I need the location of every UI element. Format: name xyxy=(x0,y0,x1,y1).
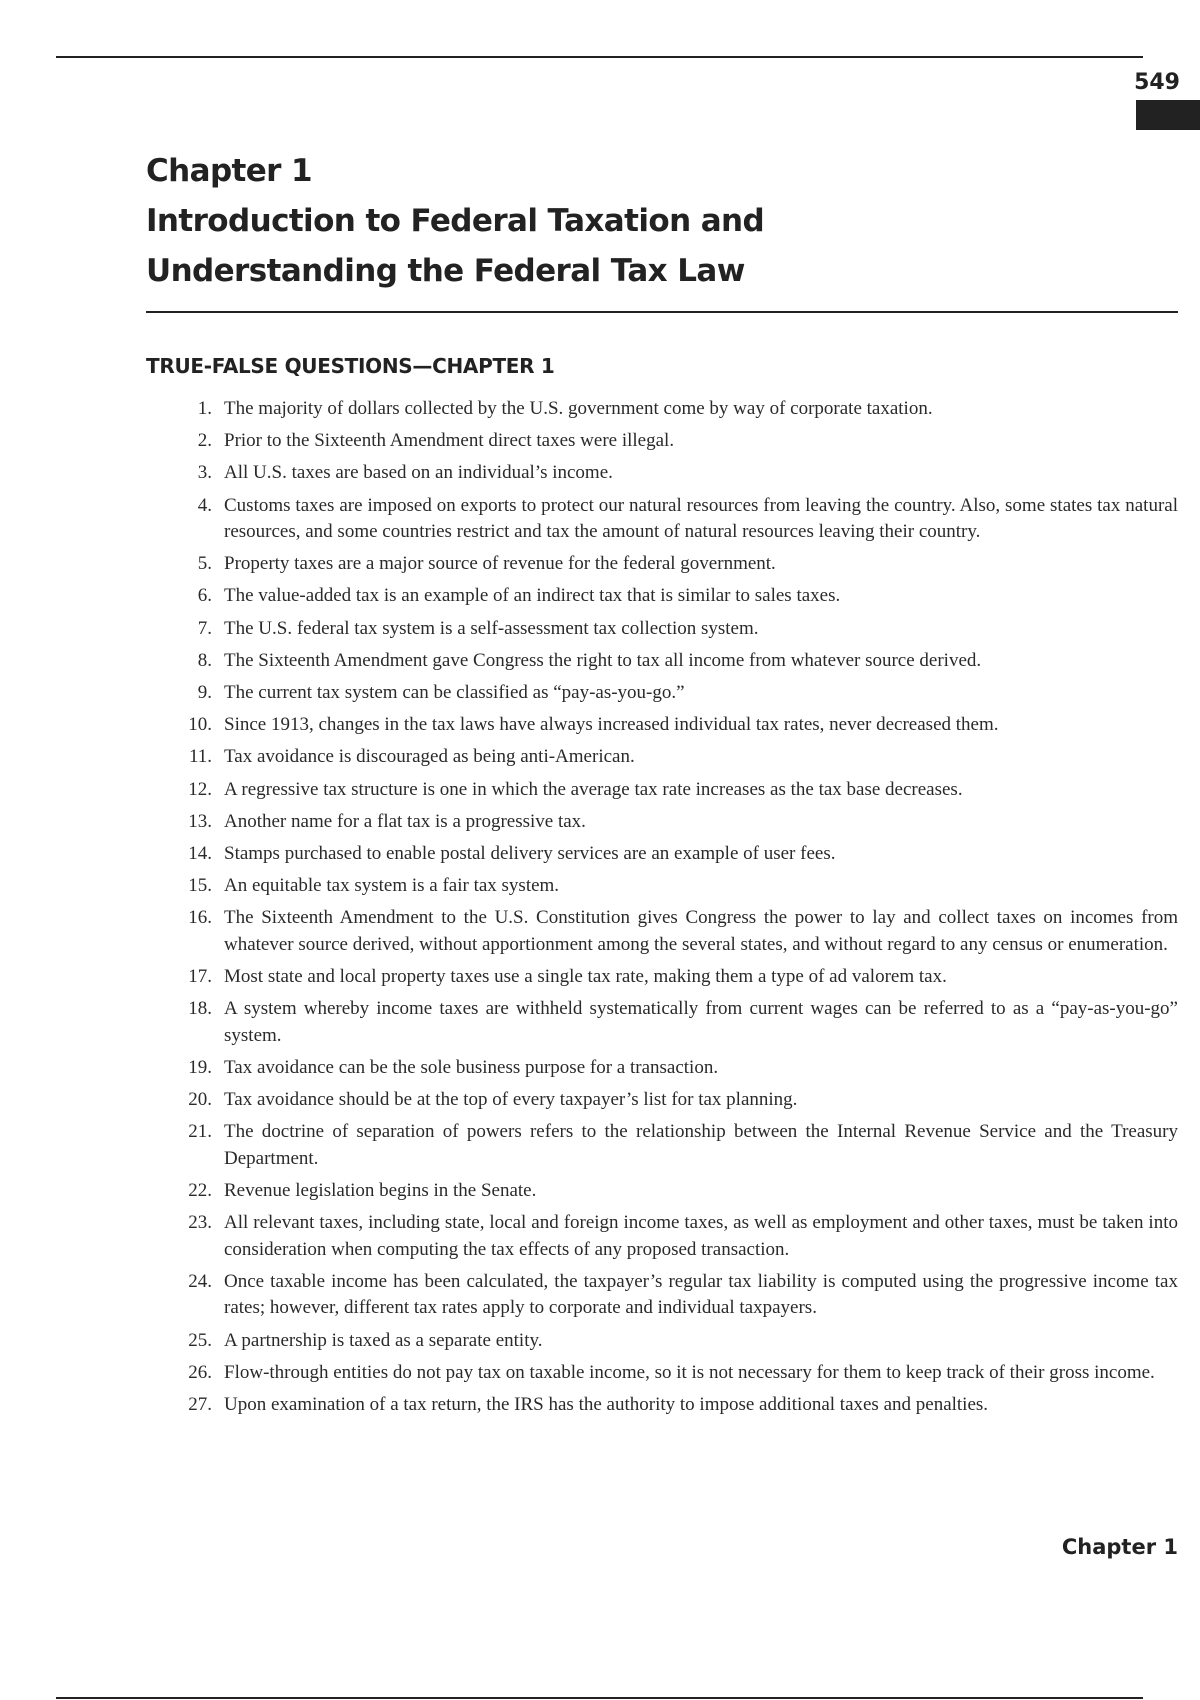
question-number: 11. xyxy=(188,746,212,768)
question-number: 17. xyxy=(188,966,212,987)
question-item xyxy=(146,680,1178,707)
question-number: 27. xyxy=(188,1393,212,1415)
question-item xyxy=(146,460,1178,487)
question-number: 20. xyxy=(188,1089,212,1111)
question-text: Stamps purchased to enable postal delivery services are an example of user fees. xyxy=(224,842,836,864)
question-item xyxy=(146,744,1178,771)
question-number: 18. xyxy=(188,998,212,1020)
question-item xyxy=(146,809,1178,836)
question-item xyxy=(146,712,1178,739)
question-text: Revenue legislation begins in the Senate. xyxy=(224,1179,537,1201)
question-number: 19. xyxy=(188,1056,212,1078)
question-item xyxy=(146,551,1178,578)
question-text: Most state and local property taxes use a single tax rate, making them a type of ad valorem tax. xyxy=(224,966,947,987)
question-number: 3. xyxy=(197,462,212,484)
chapter-title-line-2: Understanding the Federal Tax Law xyxy=(146,253,745,289)
question-item xyxy=(146,1360,1178,1387)
question-list xyxy=(146,396,1178,1424)
chapter-heading xyxy=(146,146,764,296)
question-number: 21. xyxy=(188,1121,212,1143)
question-number: 14. xyxy=(188,842,212,864)
question-text: Tax avoidance is discouraged as being anti-American. xyxy=(224,746,635,768)
question-text: Tax avoidance should be at the top of every taxpayer’s list for tax planning. xyxy=(224,1089,798,1111)
question-number: 16. xyxy=(188,907,212,929)
question-item xyxy=(146,905,1178,958)
question-text: All U.S. taxes are based on an individual’s income. xyxy=(224,462,613,484)
question-number: 23. xyxy=(188,1212,212,1234)
chapter-title-line-1: Introduction to Federal Taxation and xyxy=(146,203,765,239)
chapter-thumb-tab xyxy=(1136,100,1200,130)
question-text: A partnership is taxed as a separate entity. xyxy=(224,1329,543,1351)
question-number: 25. xyxy=(188,1329,212,1351)
question-item xyxy=(146,648,1178,675)
question-text: Customs taxes are imposed on exports to protect our natural resources from leaving the country. Also, some states tax natural resources, and some countries restrict and tax the amount of natural resources leaving their country. xyxy=(224,494,1178,543)
question-text: The doctrine of separation of powers refers to the relationship between the Internal Revenue Service and the Treasury Department. xyxy=(224,1121,1178,1169)
question-text: The U.S. federal tax system is a self-assessment tax collection system. xyxy=(224,617,759,639)
question-number: 12. xyxy=(188,778,212,800)
footer-chapter-label: Chapter 1 xyxy=(1061,1535,1178,1559)
chapter-label: Chapter 1 xyxy=(146,153,313,189)
question-text: Since 1913, changes in the tax laws have always increased individual tax rates, never decreased them. xyxy=(224,714,999,736)
question-text: Another name for a flat tax is a progressive tax. xyxy=(224,810,586,832)
question-text: The value-added tax is an example of an indirect tax that is similar to sales taxes. xyxy=(224,585,841,607)
question-number: 5. xyxy=(197,553,212,575)
question-item xyxy=(146,1119,1178,1172)
question-item xyxy=(146,1055,1178,1082)
question-item xyxy=(146,396,1178,423)
question-number: 8. xyxy=(197,649,212,671)
question-number: 10. xyxy=(188,714,212,736)
question-item xyxy=(146,1210,1178,1263)
question-text: A regressive tax structure is one in which the average tax rate increases as the tax base decreases. xyxy=(224,778,963,800)
question-item xyxy=(146,1087,1178,1114)
top-rule xyxy=(56,56,1143,58)
question-number: 24. xyxy=(188,1270,212,1292)
question-number: 4. xyxy=(197,494,212,516)
question-text: Once taxable income has been calculated, the taxpayer’s regular tax liability is computed using the progressive income tax rates; however, different tax rates apply to corporate and individual taxpayers. xyxy=(224,1270,1178,1319)
question-number: 1. xyxy=(197,398,212,419)
question-text: All relevant taxes, including state, local and foreign income taxes, as well as employment and other taxes, must be taken into consideration when computing the tax effects of any proposed transaction. xyxy=(224,1212,1178,1260)
question-text: Prior to the Sixteenth Amendment direct taxes were illegal. xyxy=(224,430,675,452)
question-item xyxy=(146,428,1178,455)
question-text: Flow-through entities do not pay tax on taxable income, so it is not necessary for them to keep track of their gross income. xyxy=(224,1361,1155,1383)
question-text: The majority of dollars collected by the U.S. government come by way of corporate taxation. xyxy=(224,398,933,419)
question-number: 22. xyxy=(188,1179,212,1201)
question-text: Property taxes are a major source of revenue for the federal government. xyxy=(224,553,776,575)
question-item xyxy=(146,996,1178,1049)
question-item xyxy=(146,777,1178,804)
question-item xyxy=(146,841,1178,868)
question-item xyxy=(146,873,1178,900)
question-number: 7. xyxy=(197,617,212,639)
question-number: 26. xyxy=(188,1361,212,1383)
question-number: 6. xyxy=(197,585,212,607)
question-number: 13. xyxy=(188,810,212,832)
question-number: 15. xyxy=(188,875,212,897)
question-item xyxy=(146,964,1178,991)
question-text: A system whereby income taxes are withheld systematically from current wages can be referred to as a “pay-as-you-go” system. xyxy=(224,998,1178,1046)
question-item xyxy=(146,493,1178,546)
question-number: 2. xyxy=(197,430,212,452)
question-item xyxy=(146,1269,1178,1322)
page-number: 549 xyxy=(1134,70,1180,95)
question-item xyxy=(146,1392,1178,1419)
question-text: The current tax system can be classified as “pay-as-you-go.” xyxy=(224,682,685,703)
question-text: Upon examination of a tax return, the IRS has the authority to impose additional taxes and penalties. xyxy=(224,1393,989,1415)
question-item xyxy=(146,1328,1178,1355)
question-item xyxy=(146,583,1178,610)
section-title: TRUE-FALSE QUESTIONS—CHAPTER 1 xyxy=(146,354,555,378)
question-item xyxy=(146,1178,1178,1205)
question-text: Tax avoidance can be the sole business purpose for a transaction. xyxy=(224,1056,719,1078)
heading-rule xyxy=(146,311,1178,313)
question-item xyxy=(146,616,1178,643)
bottom-rule xyxy=(56,1697,1143,1699)
question-number: 9. xyxy=(197,682,212,703)
question-text: An equitable tax system is a fair tax system. xyxy=(224,875,560,897)
question-text: The Sixteenth Amendment gave Congress the right to tax all income from whatever source derived. xyxy=(224,649,982,671)
question-text: The Sixteenth Amendment to the U.S. Constitution gives Congress the power to lay and collect taxes on incomes from whatever source derived, without apportionment among the several states, and without regard to any census or enumeration. xyxy=(224,907,1178,955)
